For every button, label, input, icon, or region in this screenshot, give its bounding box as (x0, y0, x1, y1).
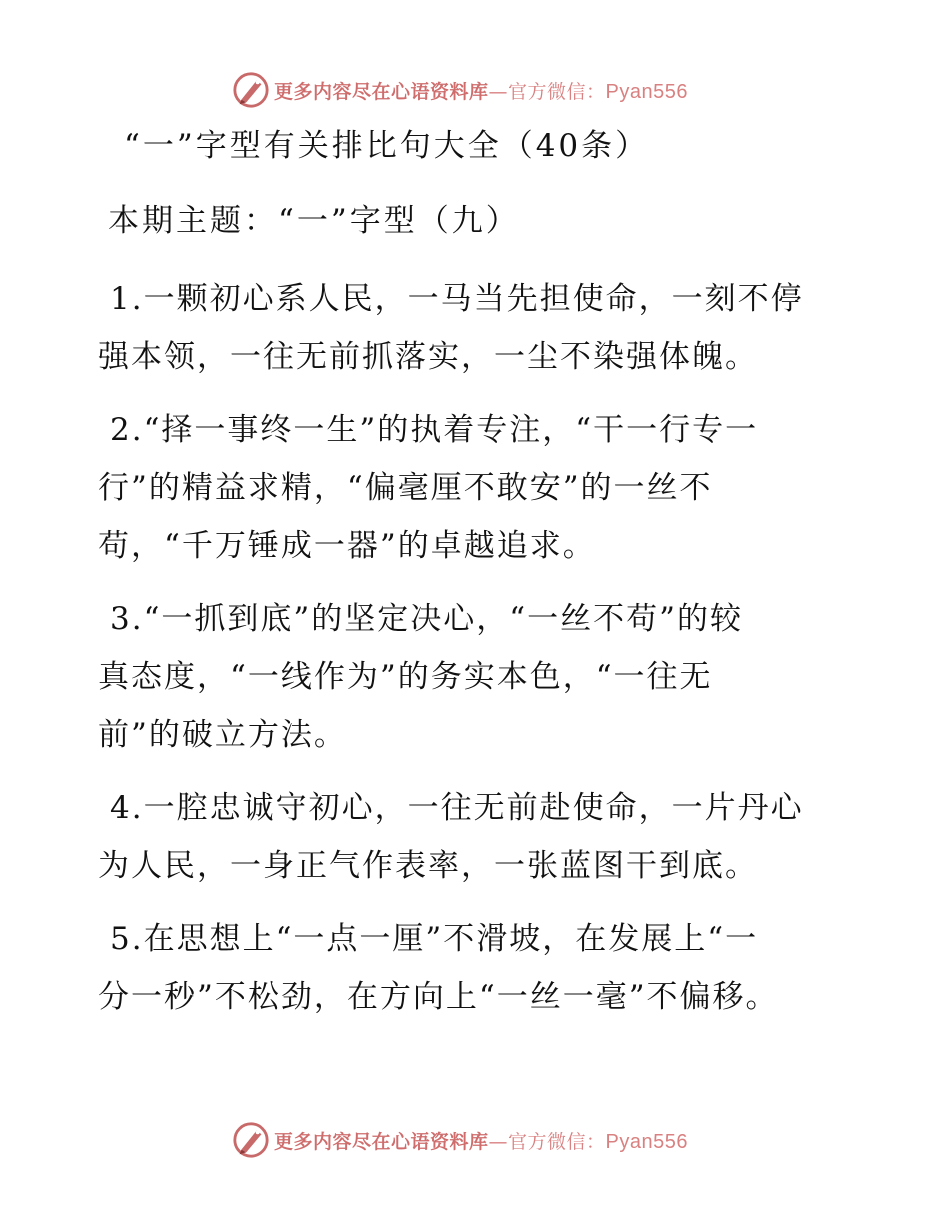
watermark-text (274, 77, 688, 104)
item-line: 3.“一抓到底”的坚定决心，“一丝不苟”的较 (110, 601, 743, 637)
pen-nib-logo-icon (232, 71, 270, 109)
document-subtitle: 本期主题：“一”字型（九） (108, 203, 520, 239)
item-line: 为人民，一身正气作表率，一张蓝图干到底。 (98, 848, 758, 884)
header-watermark (232, 70, 688, 110)
watermark-text (274, 1127, 688, 1154)
list-item (98, 401, 833, 575)
watermark-brand: 更多内容尽在心语资料库 (274, 1130, 489, 1153)
list-item (98, 270, 833, 386)
item-line: 5.在思想上“一点一厘”不滑坡，在发展上“一 (110, 921, 759, 957)
list-item (98, 590, 833, 764)
footer-watermark (232, 1120, 688, 1160)
item-line: 苟，“千万锤成一器”的卓越追求。 (98, 528, 596, 564)
watermark-dash: — (488, 1130, 509, 1153)
watermark-handle: Pyan556 (605, 80, 688, 103)
item-line: 强本领，一往无前抓落实，一尘不染强体魄。 (98, 339, 758, 375)
list-item (98, 779, 833, 895)
item-line: 分一秒”不松劲，在方向上“一丝一毫”不偏移。 (98, 979, 779, 1015)
watermark-label: 官方微信： (508, 1130, 606, 1153)
sentence-list (98, 270, 833, 1041)
watermark-label: 官方微信： (508, 80, 606, 103)
watermark-handle: Pyan556 (605, 1130, 688, 1153)
pen-nib-logo-icon (232, 1121, 270, 1159)
list-item (98, 910, 833, 1026)
item-line: 行”的精益求精，“偏毫厘不敢安”的一丝不 (98, 470, 713, 506)
item-line: 1.一颗初心系人民，一马当先担使命，一刻不停 (110, 281, 804, 317)
document-title: “一”字型有关排比句大全（40条） (124, 128, 650, 164)
item-line: 真态度，“一线作为”的务实本色，“一往无 (98, 659, 713, 695)
item-line: 前”的破立方法。 (98, 717, 347, 753)
watermark-brand: 更多内容尽在心语资料库 (274, 80, 489, 103)
item-line: 4.一腔忠诚守初心，一往无前赴使命，一片丹心 (110, 790, 804, 826)
item-line: 2.“择一事终一生”的执着专注，“干一行专一 (110, 412, 759, 448)
watermark-dash: — (488, 80, 509, 103)
